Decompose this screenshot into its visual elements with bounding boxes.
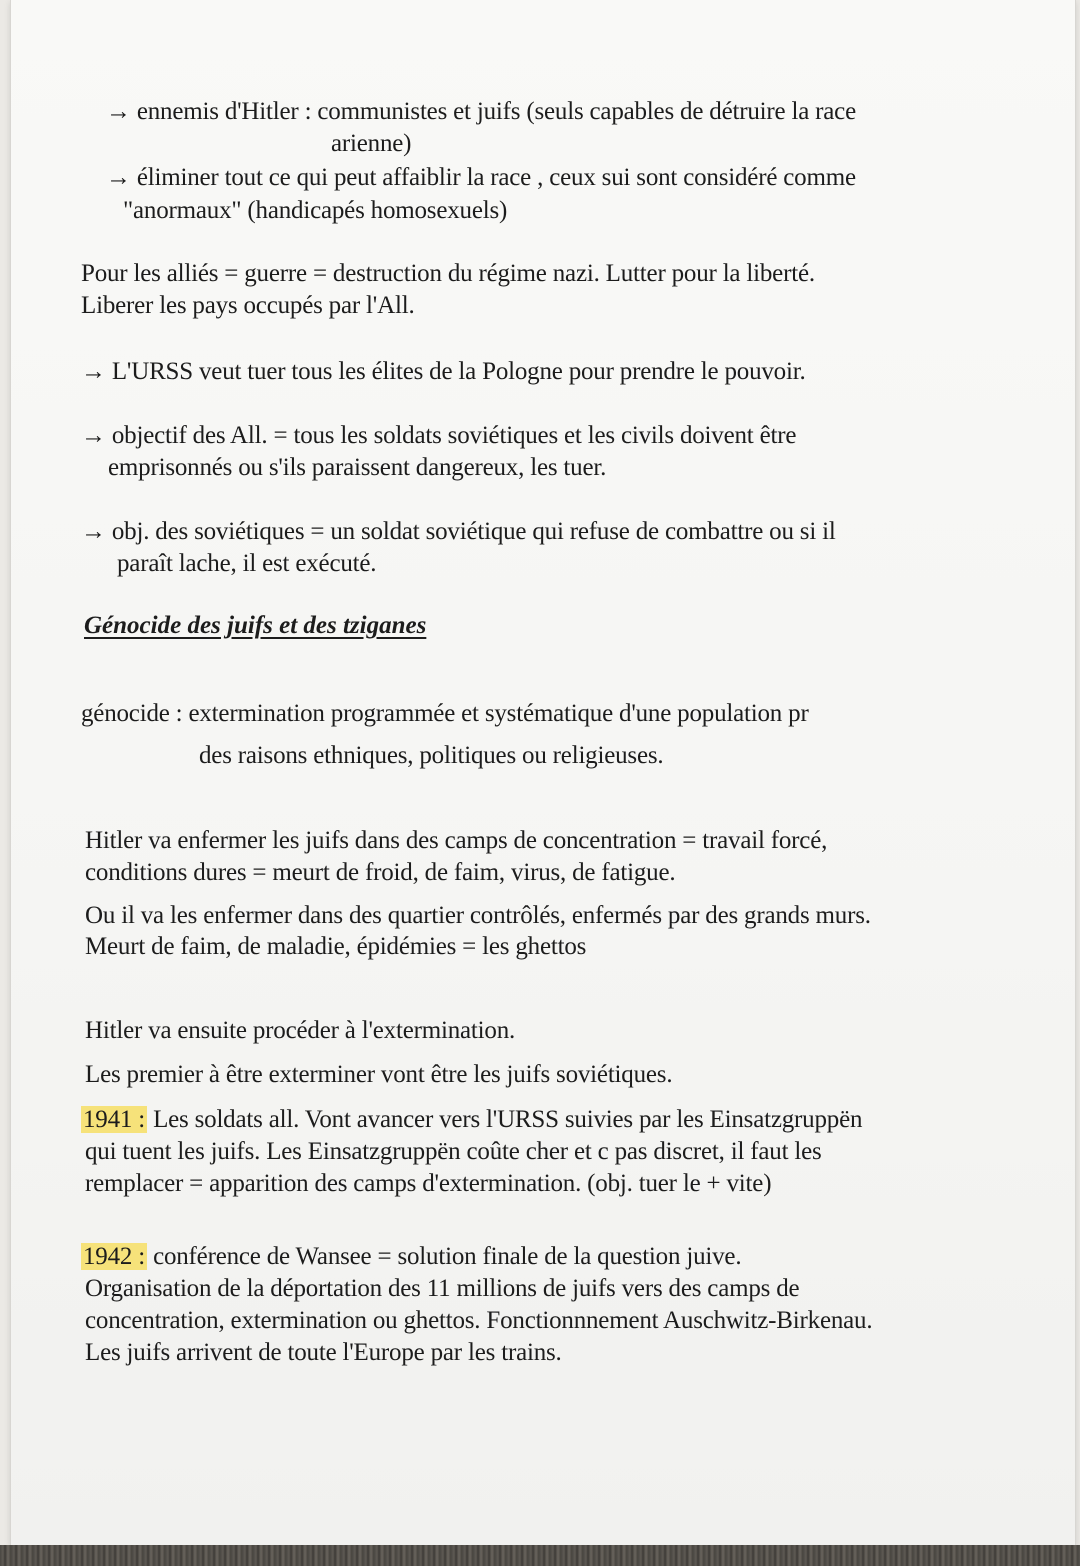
notebook-page: [10, 0, 1076, 1545]
text-line: → ennemis d'Hitler : communistes et juifs (seuls capables de détruire la race: [106, 98, 856, 125]
text-line: Hitler va ensuite procéder à l'extermination.: [85, 1017, 516, 1044]
text-span: conférence de Wansee = solution finale de la question juive.: [153, 1243, 742, 1270]
text-line: → L'URSS veut tuer tous les élites de la Pologne pour prendre le pouvoir.: [81, 358, 806, 385]
text-line: "anormaux" (handicapés homosexuels): [123, 197, 508, 224]
text-line: Organisation de la déportation des 11 millions de juifs vers des camps de: [85, 1275, 800, 1302]
page-bottom-edge: [0, 1545, 1080, 1566]
text-line: arienne): [331, 130, 412, 157]
text-line: conditions dures = meurt de froid, de faim, virus, de fatigue.: [85, 859, 676, 886]
text-line: Les juifs arrivent de toute l'Europe par les trains.: [85, 1339, 562, 1366]
text-line: → objectif des All. = tous les soldats soviétiques et les civils doivent être: [81, 422, 797, 449]
text-line: remplacer = apparition des camps d'extermination. (obj. tuer le + vite): [85, 1170, 772, 1197]
date-highlight-1941: 1941 :: [83, 1106, 145, 1133]
text-line: génocide : extermination programmée et systématique d'une population pr: [81, 700, 809, 727]
text-line: Hitler va enfermer les juifs dans des camps de concentration = travail forcé,: [85, 827, 828, 854]
text-line: Meurt de faim, de maladie, épidémies = les ghettos: [85, 933, 587, 960]
text-line: concentration, extermination ou ghettos. Fonctionnnement Auschwitz-Birkenau.: [85, 1307, 873, 1334]
text-line: [85, 1241, 741, 1272]
text-line: Ou il va les enfermer dans des quartier contrôlés, enfermés par des grands murs.: [85, 902, 871, 929]
text-line: Pour les alliés = guerre = destruction du régime nazi. Lutter pour la liberté.: [81, 260, 815, 287]
date-highlight-1942: 1942 :: [83, 1243, 145, 1270]
text-line: paraît lache, il est exécuté.: [117, 550, 377, 577]
text-line: Les premier à être exterminer vont être les juifs soviétiques.: [85, 1061, 673, 1088]
text-line: emprisonnés ou s'ils paraissent dangereux, les tuer.: [108, 454, 607, 481]
text-line: → éliminer tout ce qui peut affaiblir la race , ceux sui sont considéré comme: [106, 164, 856, 191]
text-line: Liberer les pays occupés par l'All.: [81, 292, 415, 319]
text-line: → obj. des soviétiques = un soldat soviétique qui refuse de combattre ou si il: [81, 518, 836, 545]
text-line: des raisons ethniques, politiques ou religieuses.: [199, 742, 664, 769]
section-heading: Génocide des juifs et des tziganes: [84, 612, 427, 639]
text-line: qui tuent les juifs. Les Einsatzgruppën coûte cher et c pas discret, il faut les: [85, 1138, 822, 1165]
text-line: [85, 1104, 862, 1135]
text-span: Les soldats all. Vont avancer vers l'URSS suivies par les Einsatzgruppën: [153, 1106, 863, 1133]
